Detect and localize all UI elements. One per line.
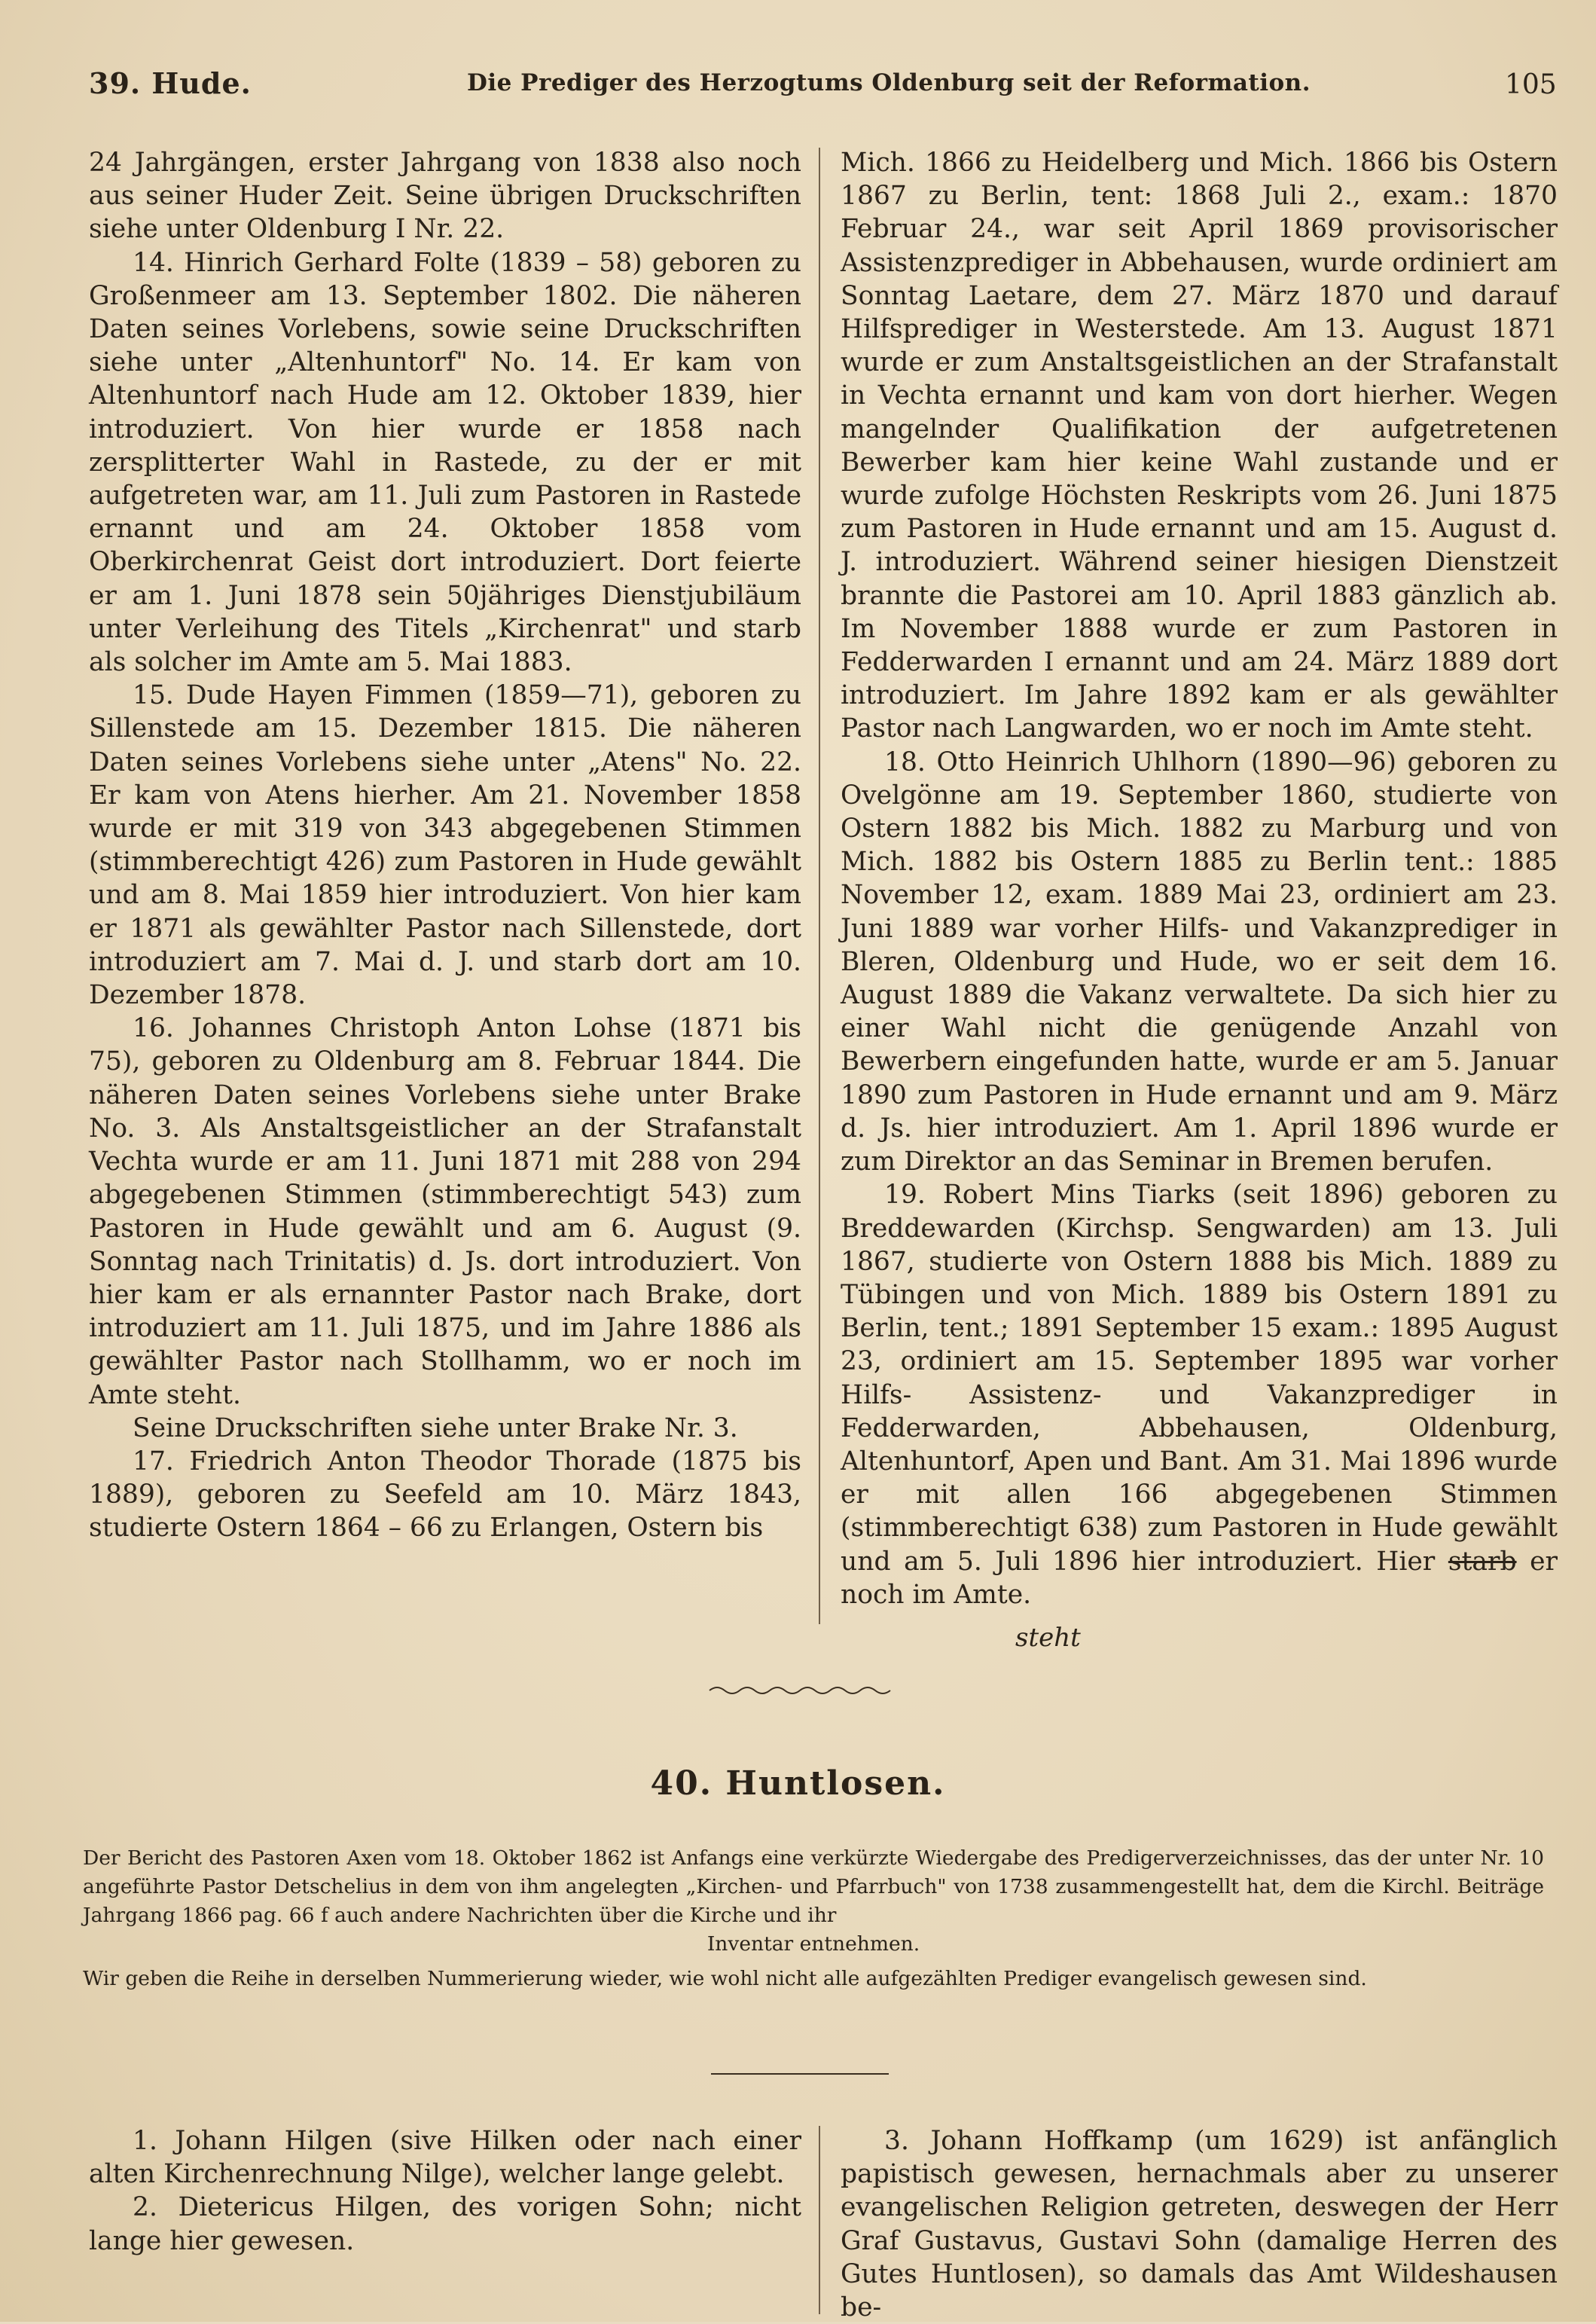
bottom-left-column [89, 2124, 801, 2258]
paragraph-entry-15: 15. Dude Hayen Fimmen (1859—71), geboren zu Sillenstede am 15. Dezember 1815. Die näheren Daten seines Vorlebens siehe unter „Atens" No. 22. Er kam von Atens hierher. Am 21. November 1858 wurde er mit 319 von 343 abgegebenen Stimmen (stimmberechtigt 426) zum Pastoren in Hude gewählt und am 8. Mai 1859 hier introduziert. Von hier kam er 1871 als gewählter Pastor nach Sillenstede, dort introduziert am 7. Mai d. J. und starb dort am 10. Dezember 1878. [89, 680, 801, 1011]
paragraph-entry-1: 1. Johann Hilgen (sive Hilken oder nach einer alten Kirchenrechnung Nilge), welcher lange gelebt. [89, 2126, 801, 2190]
handwritten-correction: steht [1015, 1623, 1081, 1653]
column-divider-bottom [819, 2126, 820, 2314]
section-intro [83, 1844, 1544, 1993]
paragraph-entry-18: 18. Otto Heinrich Uhlhorn (1890—96) geboren zu Ovelgönne am 19. September 1860, studierte von Ostern 1882 bis Mich. 1882 zu Marburg und von Mich. 1882 bis Ostern 1885 zu Berlin tent.: 1885 November 12, exam. 1889 Mai 23, ordiniert am 23. Juni 1889 war vorher Hilfs- und Vakanzprediger in Bleren, Oldenburg und Hude, wo er seit dem 16. August 1889 die Vakanz verwaltete. Da sich hier zu einer Wahl nicht die genügende Anzahl von Bewerbern eingefunden hatte, wurde er am 5. Januar 1890 zum Pastoren in Hude ernannt und am 9. März d. Js. hier introduziert. Am 1. April 1896 wurde er zum Direktor an das Seminar in Bremen berufen. [841, 747, 1558, 1177]
paragraph-entry-17: 17. Friedrich Anton Theodor Thorade (1875 bis 1889), geboren zu Seefeld am 10. März 1843, studierte Ostern 1864 – 66 zu Erlangen, Ostern bis [89, 1446, 801, 1544]
left-column [89, 146, 801, 1545]
entry-19-end: er noch im Amte. [841, 1546, 1558, 1610]
struck-word: starb [1448, 1546, 1517, 1577]
intro-paragraph: Der Bericht des Pastoren Axen vom 18. Oktober 1862 ist Anfangs eine verkürzte Wiedergabe des Predigerverzeichnisses, das der unter Nr. 10 angeführte Pastor Detschelius in dem von ihm angelegten „Kirchen- und Pfarrbuch" von 1738 zusammengestellt hat, dem die Kirchl. Beiträge Jahrgang 1866 pag. 66 f auch andere Nachrichten über die Kirche und ihr [83, 1846, 1544, 1927]
entry-19-text: 19. Robert Mins Tiarks (seit 1896) geboren zu Breddewarden (Kirchsp. Sengwarden) am 13. Juli 1867, studierte von Ostern 1888 bis Mich. 1889 zu Tübingen und von Mich. 1889 bis Ostern 1891 zu Berlin, tent.; 1891 September 15 exam.: 1895 August 23, ordiniert am 15. September 1895 war vorher Hilfs- Assistenz- und Vakanzprediger in Fedderwarden, Abbehausen, Oldenburg, Altenhuntorf, Apen und Bant. Am 31. Mai 1896 wurde er mit allen 166 abgegebenen Stimmen (stimmberechtigt 638) zum Pastoren in Hude gewählt und am 5. Juli 1896 hier introduziert. Hier [841, 1180, 1558, 1577]
right-column [841, 146, 1558, 1611]
intro-paragraph-end: Inventar entnehmen. [706, 1932, 920, 1956]
chapter-heading: 39. Hude. [89, 66, 252, 100]
paragraph-entry-2: 2. Dietericus Hilgen, des vorigen Sohn; nicht lange hier gewesen. [89, 2192, 801, 2256]
paragraph-entry-16: 16. Johannes Christoph Anton Lohse (1871 bis 75), geboren zu Oldenburg am 8. Februar 1844. Die näheren Daten seines Vorlebens siehe unter Brake No. 3. Als Anstaltsgeistlicher an der Strafanstalt Vechta wurde er am 11. Juni 1871 mit 288 von 294 abgegebenen Stimmen (stimmberechtigt 543) zum Pastoren in Hude gewählt und am 6. August (9. Sonntag nach Trinitatis) d. Js. dort introduziert. Von hier kam er als ernannter Pastor nach Brake, dort introduziert am 11. Juli 1875, und im Jahre 1886 als gewählter Pastor nach Stollhamm, wo er noch im Amte steht. [89, 1013, 801, 1410]
paragraph-druckschriften: Seine Druckschriften siehe unter Brake Nr. 3. [133, 1412, 738, 1443]
section-title: 40. Huntlosen. [650, 1764, 946, 1803]
bottom-right-column [841, 2124, 1558, 2324]
intro-note: Wir geben die Reihe in derselben Nummerierung wieder, wie wohl nicht alle aufgezählten Prediger evangelisch gewesen sind. [83, 1967, 1367, 1990]
paragraph-entry-14: 14. Hinrich Gerhard Folte (1839 – 58) geboren zu Großenmeer am 13. September 1802. Die näheren Daten seines Vorlebens, sowie seine Druckschriften siehe unter „Altenhuntorf" No. 14. Er kam von Altenhuntorf nach Hude am 12. Oktober 1839, hier introduziert. Von hier wurde er 1858 nach zersplitterter Wahl in Rastede, zu der er mit aufgetreten war, am 11. Juli zum Pastoren in Rastede ernannt und am 24. Oktober 1858 vom Oberkirchenrat Geist dort introduziert. Dort feierte er am 1. Juni 1878 sein 50jähriges Dienstjubiläum unter Verleihung des Titels „Kirchenrat" und starb als solcher im Amte am 5. Mai 1883. [89, 247, 801, 678]
column-divider [819, 148, 820, 1624]
ornament-divider [708, 1684, 892, 1696]
page-number: 105 [1505, 69, 1557, 100]
horizontal-rule [711, 2073, 889, 2075]
paragraph-entry-17-cont: Mich. 1866 zu Heidelberg und Mich. 1866 bis Ostern 1867 zu Berlin, tent: 1868 Juli 2., exam.: 1870 Februar 24., war seit April 1869 provisorischer Assistenzprediger in Abbehausen, wurde ordiniert am Sonntag Laetare, dem 27. März 1870 und darauf Hilfsprediger in Westerstede. Am 13. August 1871 wurde er zum Anstaltsgeistlichen an der Strafanstalt in Vechta ernannt und kam von dort hierher. Wegen mangelnder Qualifikation der aufgetretenen Bewerber kam hier keine Wahl zustande und er wurde zufolge Höchsten Reskripts vom 26. Juni 1875 zum Pastoren in Hude ernannt und am 15. August d. J. introduziert. Während seiner hiesigen Dienstzeit brannte die Pastorei am 10. April 1883 gänzlich ab. Im November 1888 wurde er zum Pastoren in Fedderwarden I ernannt und am 24. März 1889 dort introduziert. Im Jahre 1892 kam er als gewählter Pastor nach Langwarden, wo er noch im Amte steht. [841, 148, 1558, 744]
paragraph-entry-19 [841, 1178, 1558, 1611]
paragraph-entry-3: 3. Johann Hoffkamp (um 1629) ist anfänglich papistisch gewesen, hernachmals aber zu unserer evangelischen Religion getreten, deswegen der Herr Graf Gustavus, Gustavi Sohn (damalige Herren des Gutes Huntlosen), so damals das Amt Wildeshausen be- [841, 2126, 1558, 2323]
running-title: Die Prediger des Herzogtums Oldenburg seit der Reformation. [467, 69, 1311, 96]
paragraph: 24 Jahrgängen, erster Jahrgang von 1838 also noch aus seiner Huder Zeit. Seine übrigen Druckschriften siehe unter Oldenburg I Nr. 22. [89, 148, 801, 245]
